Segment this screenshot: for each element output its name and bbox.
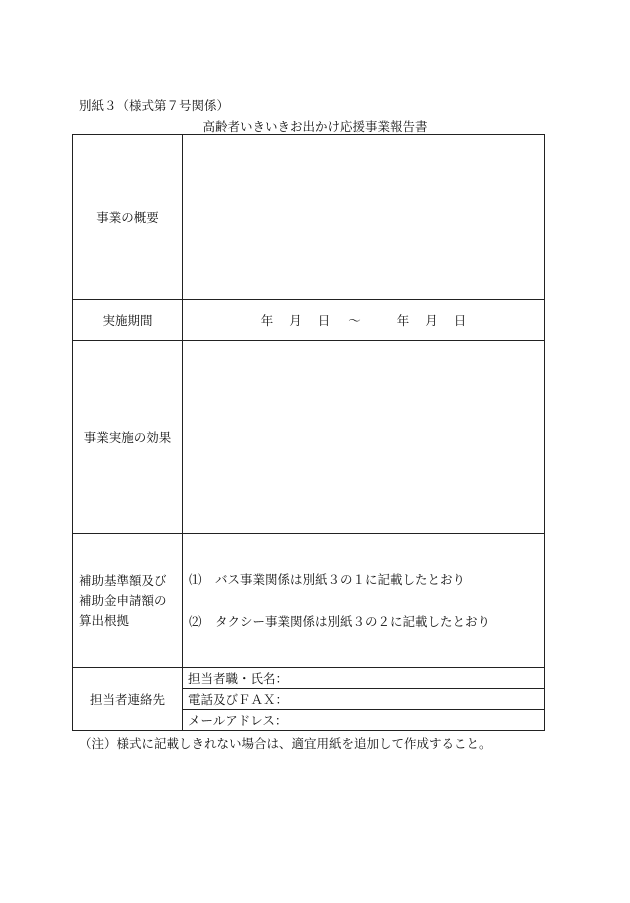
basis-item	[183, 612, 544, 632]
basis-label-line1: 補助基準額及び	[79, 572, 167, 588]
document-title: 高齢者いきいきお出かけ応援事業報告書	[202, 119, 428, 134]
basis-row	[73, 534, 545, 668]
basis-label-line2: 補助金申請額の	[79, 592, 167, 608]
attachment-label: 別紙３（様式第７号関係）	[79, 98, 230, 113]
basis-item-text: バス事業関係は別紙３の１に記載したとおり	[215, 571, 466, 587]
period-row	[73, 300, 545, 341]
basis-item-number: ⑴	[189, 571, 202, 587]
basis-item-number: ⑵	[189, 613, 202, 629]
period-end-day: 日	[453, 313, 467, 328]
report-form-table	[72, 134, 545, 731]
effect-input-area[interactable]	[183, 341, 545, 534]
period-end-month: 月	[425, 313, 438, 328]
basis-item	[183, 570, 544, 590]
period-start-month: 月	[289, 313, 302, 328]
basis-item-text: タクシー事業関係は別紙３の２に記載したとおり	[215, 613, 491, 629]
contact-label: 担当者連絡先	[73, 668, 183, 731]
overview-label: 事業の概要	[73, 135, 183, 300]
period-label: 実施期間	[73, 300, 183, 341]
contact-row	[73, 668, 545, 689]
period-tilde: 〜	[348, 313, 361, 328]
period-start-day: 日	[317, 313, 331, 328]
contact-name-field[interactable]: 担当者職・氏名：	[183, 668, 545, 689]
period-end-year: 年	[396, 313, 410, 328]
basis-content[interactable]	[183, 534, 545, 668]
period-start-year: 年	[260, 313, 274, 328]
overview-row	[73, 135, 545, 300]
footer-note: （注）様式に記載しきれない場合は、適宜用紙を追加して作成すること。	[79, 736, 492, 751]
contact-phone-fax-field[interactable]: 電話及びＦＡＸ：	[183, 689, 545, 710]
period-input-area[interactable]	[183, 300, 545, 341]
overview-input-area[interactable]	[183, 135, 545, 300]
basis-label	[73, 534, 183, 668]
effect-row	[73, 341, 545, 534]
basis-label-line3: 算出根拠	[79, 612, 130, 628]
contact-email-field[interactable]: メールアドレス：	[183, 710, 545, 731]
effect-label: 事業実施の効果	[73, 341, 183, 534]
